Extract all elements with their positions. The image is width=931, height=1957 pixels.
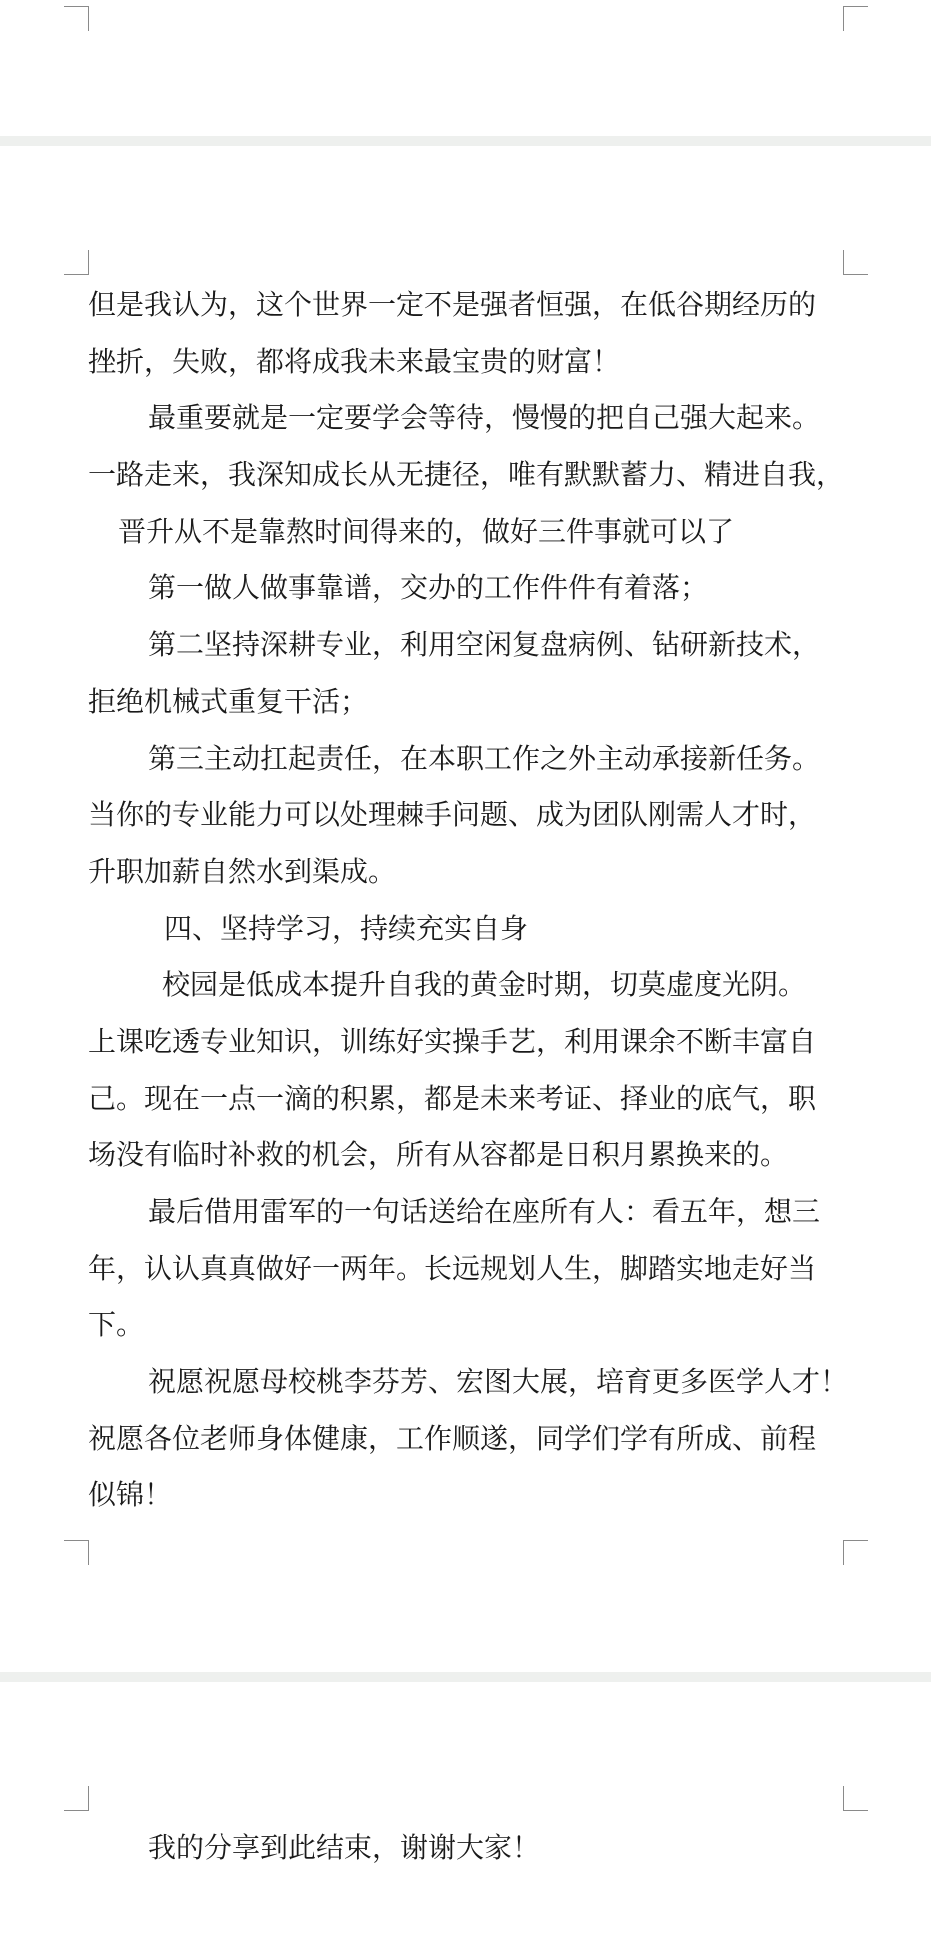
text-line: 升职加薪自然水到渠成。 <box>88 854 397 888</box>
text-line: 场没有临时补救的机会，所有从容都是日积月累换来的。 <box>88 1138 789 1172</box>
text-line: 年，认认真真做好一两年。长远规划人生，脚踏实地走好当 <box>88 1251 817 1285</box>
text-line: 挫折，失败，都将成我未来最宝贵的财富！ <box>88 344 621 378</box>
text-line: 校园是低成本提升自我的黄金时期，切莫虚度光阴。 <box>162 968 807 1002</box>
text-line: 最后借用雷军的一句话送给在座所有人：看五年，想三 <box>148 1195 821 1228</box>
margin-corner-mark <box>843 1540 868 1565</box>
text-line: 第一做人做事靠谱，交办的工作件件有着落； <box>148 571 709 605</box>
text-line: 一路走来，我深知成长从无捷径，唯有默默蓄力、精进自我， <box>88 458 845 492</box>
section-heading: 四、坚持学习，持续充实自身 <box>164 911 529 945</box>
text-line: 第三主动扛起责任，在本职工作之外主动承接新任务。 <box>148 741 821 775</box>
closing-text: 我的分享到此结束，谢谢大家！ <box>148 1831 541 1864</box>
text-line: 上课吃透专业知识，训练好实操手艺，利用课余不断丰富自 <box>88 1024 817 1058</box>
margin-corner-mark <box>64 1786 89 1811</box>
body-text <box>88 277 848 1524</box>
text-line: 当你的专业能力可以处理棘手问题、成为团队刚需人才时， <box>88 798 817 832</box>
text-line: 第二坚持深耕专业，利用空闲复盘病例、钻研新技术， <box>148 628 821 662</box>
margin-corner-mark <box>843 1786 868 1811</box>
text-line: 拒绝机械式重复干活； <box>88 684 369 718</box>
text-line: 似锦！ <box>88 1478 173 1512</box>
margin-corner-mark <box>64 1540 89 1565</box>
text-line: 但是我认为，这个世界一定不是强者恒强，在低谷期经历的 <box>88 288 817 321</box>
text-line: 祝愿各位老师身体健康，工作顺遂，同学们学有所成、前程 <box>88 1421 817 1455</box>
document-page-3 <box>0 1682 931 1957</box>
text-line: 晋升从不是靠熬时间得来的，做好三件事就可以了 <box>118 514 735 548</box>
margin-corner-mark <box>64 6 89 31</box>
text-line: 下。 <box>88 1308 145 1342</box>
margin-corner-mark <box>843 6 868 31</box>
margin-corner-mark <box>843 250 868 275</box>
document-page-2 <box>0 146 931 1672</box>
margin-corner-mark <box>64 250 89 275</box>
text-line: 最重要就是一定要学会等待，慢慢的把自己强大起来。 <box>148 401 821 435</box>
text-line: 祝愿祝愿母校桃李芬芳、宏图大展，培育更多医学人才！ <box>148 1365 849 1399</box>
document-page-1 <box>0 0 931 136</box>
text-line: 己。现在一点一滴的积累，都是未来考证、择业的底气，职 <box>88 1081 817 1115</box>
